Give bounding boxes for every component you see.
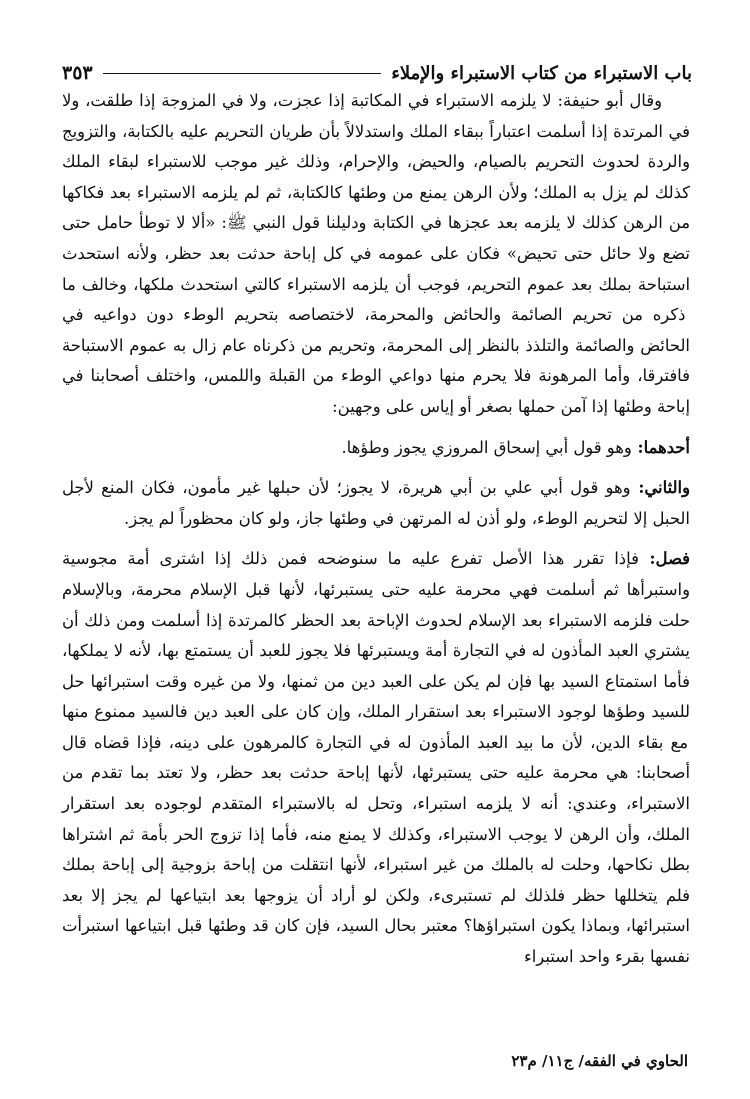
text-line: وقال أبو حنيفة: لا يلزمه الاستبراء في المكاتبة إذا عجزت، ولا في المزوجة إذا (133, 91, 662, 110)
text-line: فكان المنع لأجل الحبل إلا لتحريم الوطء، ولو أذن له المرتهن في وطئها جاز، ولو (62, 478, 690, 528)
text-line: وهو قول أبي إسحاق المروزي يجوز وطؤها. (341, 437, 632, 457)
text-line: غير موجب للاستبراء لبقاء الملك كذلك لم يزل به الملك؛ ولأن الرهن يمنع من وطئها (62, 152, 690, 202)
text-line: عليه بالكتابة، والتزويج والردة لحدوث التحريم بالصيام، والحيض، والإحرام، وذلك (62, 121, 691, 172)
text-line: فكان على عمومه في كل إباحة حدثت بعد حظر، ولأنه استحدث استباحة بملك بعد (62, 243, 690, 294)
text-line: الكتابة ودليلنا قول النبي ﷺ: «ألا لا توطأ حامل حتى تضع ولا حائل حتى تحيض» (62, 213, 690, 263)
text-line: مجوسية واستبرأها ثم أسلمت فهي محرمة عليه حتى يستبرئها، لأنها قبل الإسلام (62, 549, 690, 599)
paragraph-second-view (62, 473, 690, 534)
book-signature-footer: الحاوي في الفقه/ ج١١/ م٢٣ (511, 1052, 688, 1070)
running-header (62, 58, 692, 88)
text-line: الدين، لأن ما بيد العبد المأذون له في التجارة كالمرهون على دينه، فإذا قضاه قال (62, 732, 631, 752)
page-number: ٣٥٣ (62, 62, 93, 84)
section-label: فصل: (638, 549, 690, 569)
text-line: فإذا تقرر هذا الأصل تفرع عليه ما سنوضحه فمن ذلك إذا اشترى أمة (117, 549, 639, 569)
text-line: عموم التحريم، فوجب أن يلزمه الاستبراء كالتي استحدث ملكها، وخالف ما ذكره من (62, 274, 686, 325)
main-text (62, 86, 690, 973)
text-line: تزوج الحر بأمة ثم اشتراها بطل نكاحها، وحلت له بالملك من غير استبراء، لأنها (62, 824, 690, 875)
section-label: والثاني: (630, 478, 691, 498)
section-label: أحدهما: (631, 437, 690, 457)
chapter-title: باب الاستبراء من كتاب الاستبراء والإملاء (391, 62, 692, 84)
text-line: أصحابنا: هي محرمة عليه حتى يستبرئها، لأنها إباحة حدثت بعد حظر، ولا تعتد بما (122, 763, 690, 783)
text-line: على العبد دين من ثمنها، ولا من غيره وقت استبرائها حل للسيد وطؤها لوجود (62, 671, 690, 722)
text-line: فلا يجوز للعبد أن يستمتع بها، لأنه لا يملكها، فأما استمتاع السيد بها فإن لم يكن (62, 641, 690, 691)
text-line: لو أراد أن يزوجها بعد ابتياعها لم يجز إلا بعد استبرائها، وبماذا يكون استبراؤها؟ (62, 885, 690, 936)
text-line: انتقلت من إباحة بزوجية إلى إباحة بملك فلم يتخللها حظر فلذلك لم تستبرىء، ولكن (62, 855, 691, 905)
paragraph-first-view (62, 433, 690, 464)
text-line: الحائض والصائمة والتلذذ بالنظر إلى المحرمة، وتحريم من ذكرناه عام زال به عموم (123, 335, 690, 355)
paragraph-fasl (62, 544, 690, 972)
text-line: محرمة، وبالإسلام حلت فلزمه الاستبراء بعد الإسلام لحدوث الإباحة بعد الحظر (62, 579, 690, 630)
text-line: طلقت، ولا في المرتدة إذا أسلمت اعتباراً ببقاء الملك واستدلالاً بأن طريان التحريم (62, 91, 690, 141)
text-line: معتبر بحال السيد، فإن كان قد وطئها قبل ابتياعها استبرأت نفسها بقرء واحد استبراء (62, 916, 690, 967)
text-line: كالمرتدة إذا أسلمت ومن ذلك أن يشتري العبد المأذون له في التجارة أمة ويستبرئها (62, 610, 690, 661)
text-line: واختلف أصحابنا في إباحة وطئها إذا آمن حملها بصغر أو إياس على وجهين: (62, 366, 690, 416)
text-line: كان محظوراً لم يجز. (123, 508, 264, 528)
header-rule (103, 73, 382, 74)
text-line: كالكتابة، ثم لم يلزمه الاستبراء بعد فكاكها من الرهن كذلك لا يلزمه بعد عجزها في (62, 182, 691, 233)
text-line: تقدم من الاستبراء، وعندي: أنه لا يلزمه استبراء، وتحل له بالاستبراء المتقدم لوجوده (62, 763, 690, 814)
text-line: تحريم الصائمة والحائض والمحرمة، لاختصاصه بتحريم الوطء دون دواعيه في (62, 305, 612, 325)
text-line: الاستبراء بعد استقرار الملك، وإن كان على العبد دين فالسيد ممنوع منها مع بقاء (62, 702, 689, 752)
text-line: الاستباحة فافترقا، وأما المرهونة فلا يحرم منها دواعي الوطء من القبلة واللمس، (62, 335, 690, 386)
text-line: بعد استقرار الملك، وأن الرهن لا يوجب الاستبراء، وكذلك لا يمنع منه، فأما إذا (62, 794, 690, 844)
text-line: وهو قول أبي علي بن أبي هريرة، لا يجوز؛ لأن حبلها غير مأمون، (175, 478, 631, 498)
paragraph-abu-hanifa (62, 86, 690, 423)
